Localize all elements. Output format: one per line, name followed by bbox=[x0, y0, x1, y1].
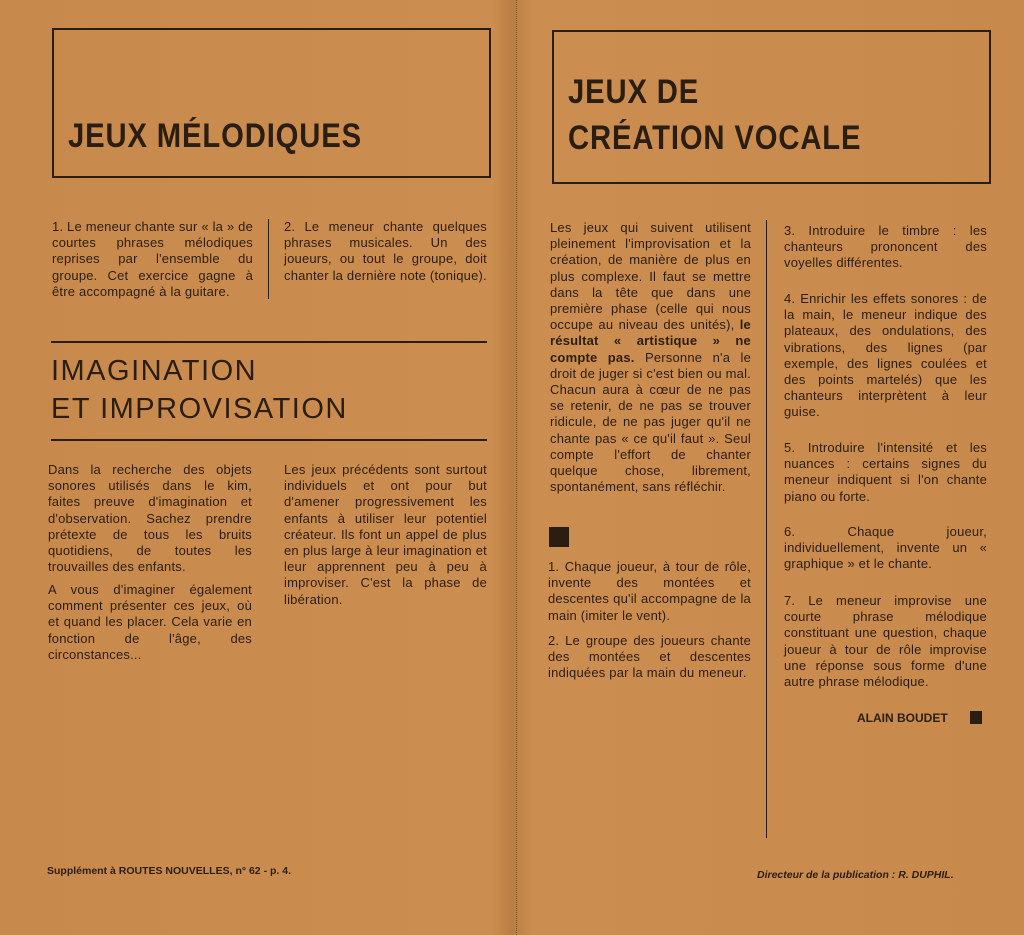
left-title: JEUX MÉLODIQUES bbox=[68, 117, 362, 155]
right-item-2: 2. Le groupe des joueurs chante des montées et descentes indiquées par la main du meneur. bbox=[548, 633, 751, 681]
section-rule-top bbox=[51, 341, 487, 343]
left-item-1: 1. Le meneur chante sur « la » de courtes phrases mélodiques reprises par l'ensemble du groupe. Cet exercice gagne à être accompagné à la guitare. bbox=[52, 219, 254, 299]
section-rule-bottom bbox=[51, 439, 487, 441]
right-item-3: 3. Introduire le timbre : les chanteurs prononcent des voyelles différentes. bbox=[784, 223, 987, 271]
intro-text-bold: le résultat « artistique » ne compte pas. bbox=[550, 317, 751, 365]
author-signature: ALAIN BOUDET bbox=[857, 711, 948, 725]
left-footer: Supplément à ROUTES NOUVELLES, n° 62 - p. 4. bbox=[47, 865, 291, 877]
right-item-1: 1. Chaque joueur, à tour de rôle, invente des montées et descentes qu'il accompagne de la main (imiter le vent). bbox=[548, 559, 751, 623]
left-top-column-divider bbox=[268, 219, 269, 299]
right-item-5: 5. Introduire l'intensité et les nuances : certains signes du meneur indiquent si l'on chante piano ou forte. bbox=[784, 440, 987, 504]
right-title-line-1: JEUX DE bbox=[568, 73, 700, 111]
right-item-7: 7. Le meneur improvise une courte phrase mélodique constituant une question, chaque joueur à tour de rôle improvise une réponse sous forme d'une autre phrase mélodique. bbox=[784, 593, 987, 690]
left-item-2: 2. Le meneur chante quelques phrases musicales. Un des joueurs, ou tout le groupe, doit chanter la dernière note (tonique). bbox=[284, 219, 487, 283]
end-square-icon bbox=[970, 711, 982, 724]
right-item-6: 6. Chaque joueur, individuellement, invente un « graphique » et le chante. bbox=[784, 524, 987, 572]
right-intro-paragraph bbox=[550, 220, 751, 495]
intro-text-b: Personne n'a le droit de juger si c'est bien ou mal. Chacun aura à cœur de ne pas se retenir, de ne pas se trouver ridicule, de ne pas juger qu'il ne chante pas « ce qu'il faut ». Seul compte l'effort de chanter quelque chose, librement, spontanément, sans réfléchir. bbox=[550, 349, 751, 495]
right-column-divider bbox=[766, 220, 767, 838]
left-col1-paragraph-2: A vous d'imaginer également comment présenter ces jeux, où et quand les placer. Cela varie en fonction de l'âge, des circonstances... bbox=[48, 582, 252, 662]
section-title: IMAGINATION ET IMPROVISATION bbox=[51, 355, 348, 425]
right-title-line-2: CRÉATION VOCALE bbox=[568, 119, 862, 157]
intro-text-a: Les jeux qui suivent utilisent pleinement l'improvisation et la création, de manière de plus en plus complexe. Il faut se mettre dans la tête que dans une première phase (celle qui nous occupe au niveau des unités), bbox=[550, 220, 751, 333]
page-fold bbox=[516, 0, 519, 935]
left-col2-paragraph-1: Les jeux précédents sont surtout individuels et ont pour but d'amener progressivement les enfants à utiliser leur potentiel créateur. Ils font un appel de plus en plus large à leur imagination et leur apprennent peu à peu à improviser. C'est la phase de libération. bbox=[284, 462, 487, 607]
right-footer: Directeur de la publication : R. DUPHIL. bbox=[757, 869, 954, 881]
right-item-4: 4. Enrichir les effets sonores : de la main, le meneur indique des plateaux, des ondulations, des vibrations, des lignes (par exemple, des lignes coulées et des points martelés) que les chanteurs interprètent à leur guise. bbox=[784, 291, 987, 420]
section-square-icon bbox=[549, 527, 569, 547]
left-col1-paragraph-1: Dans la recherche des objets sonores utilisés dans le kim, faites preuve d'imagination et d'observation. Sachez prendre prétexte de tous les bruits quotidiens, de toutes les trouvailles des enfants. bbox=[48, 462, 252, 575]
